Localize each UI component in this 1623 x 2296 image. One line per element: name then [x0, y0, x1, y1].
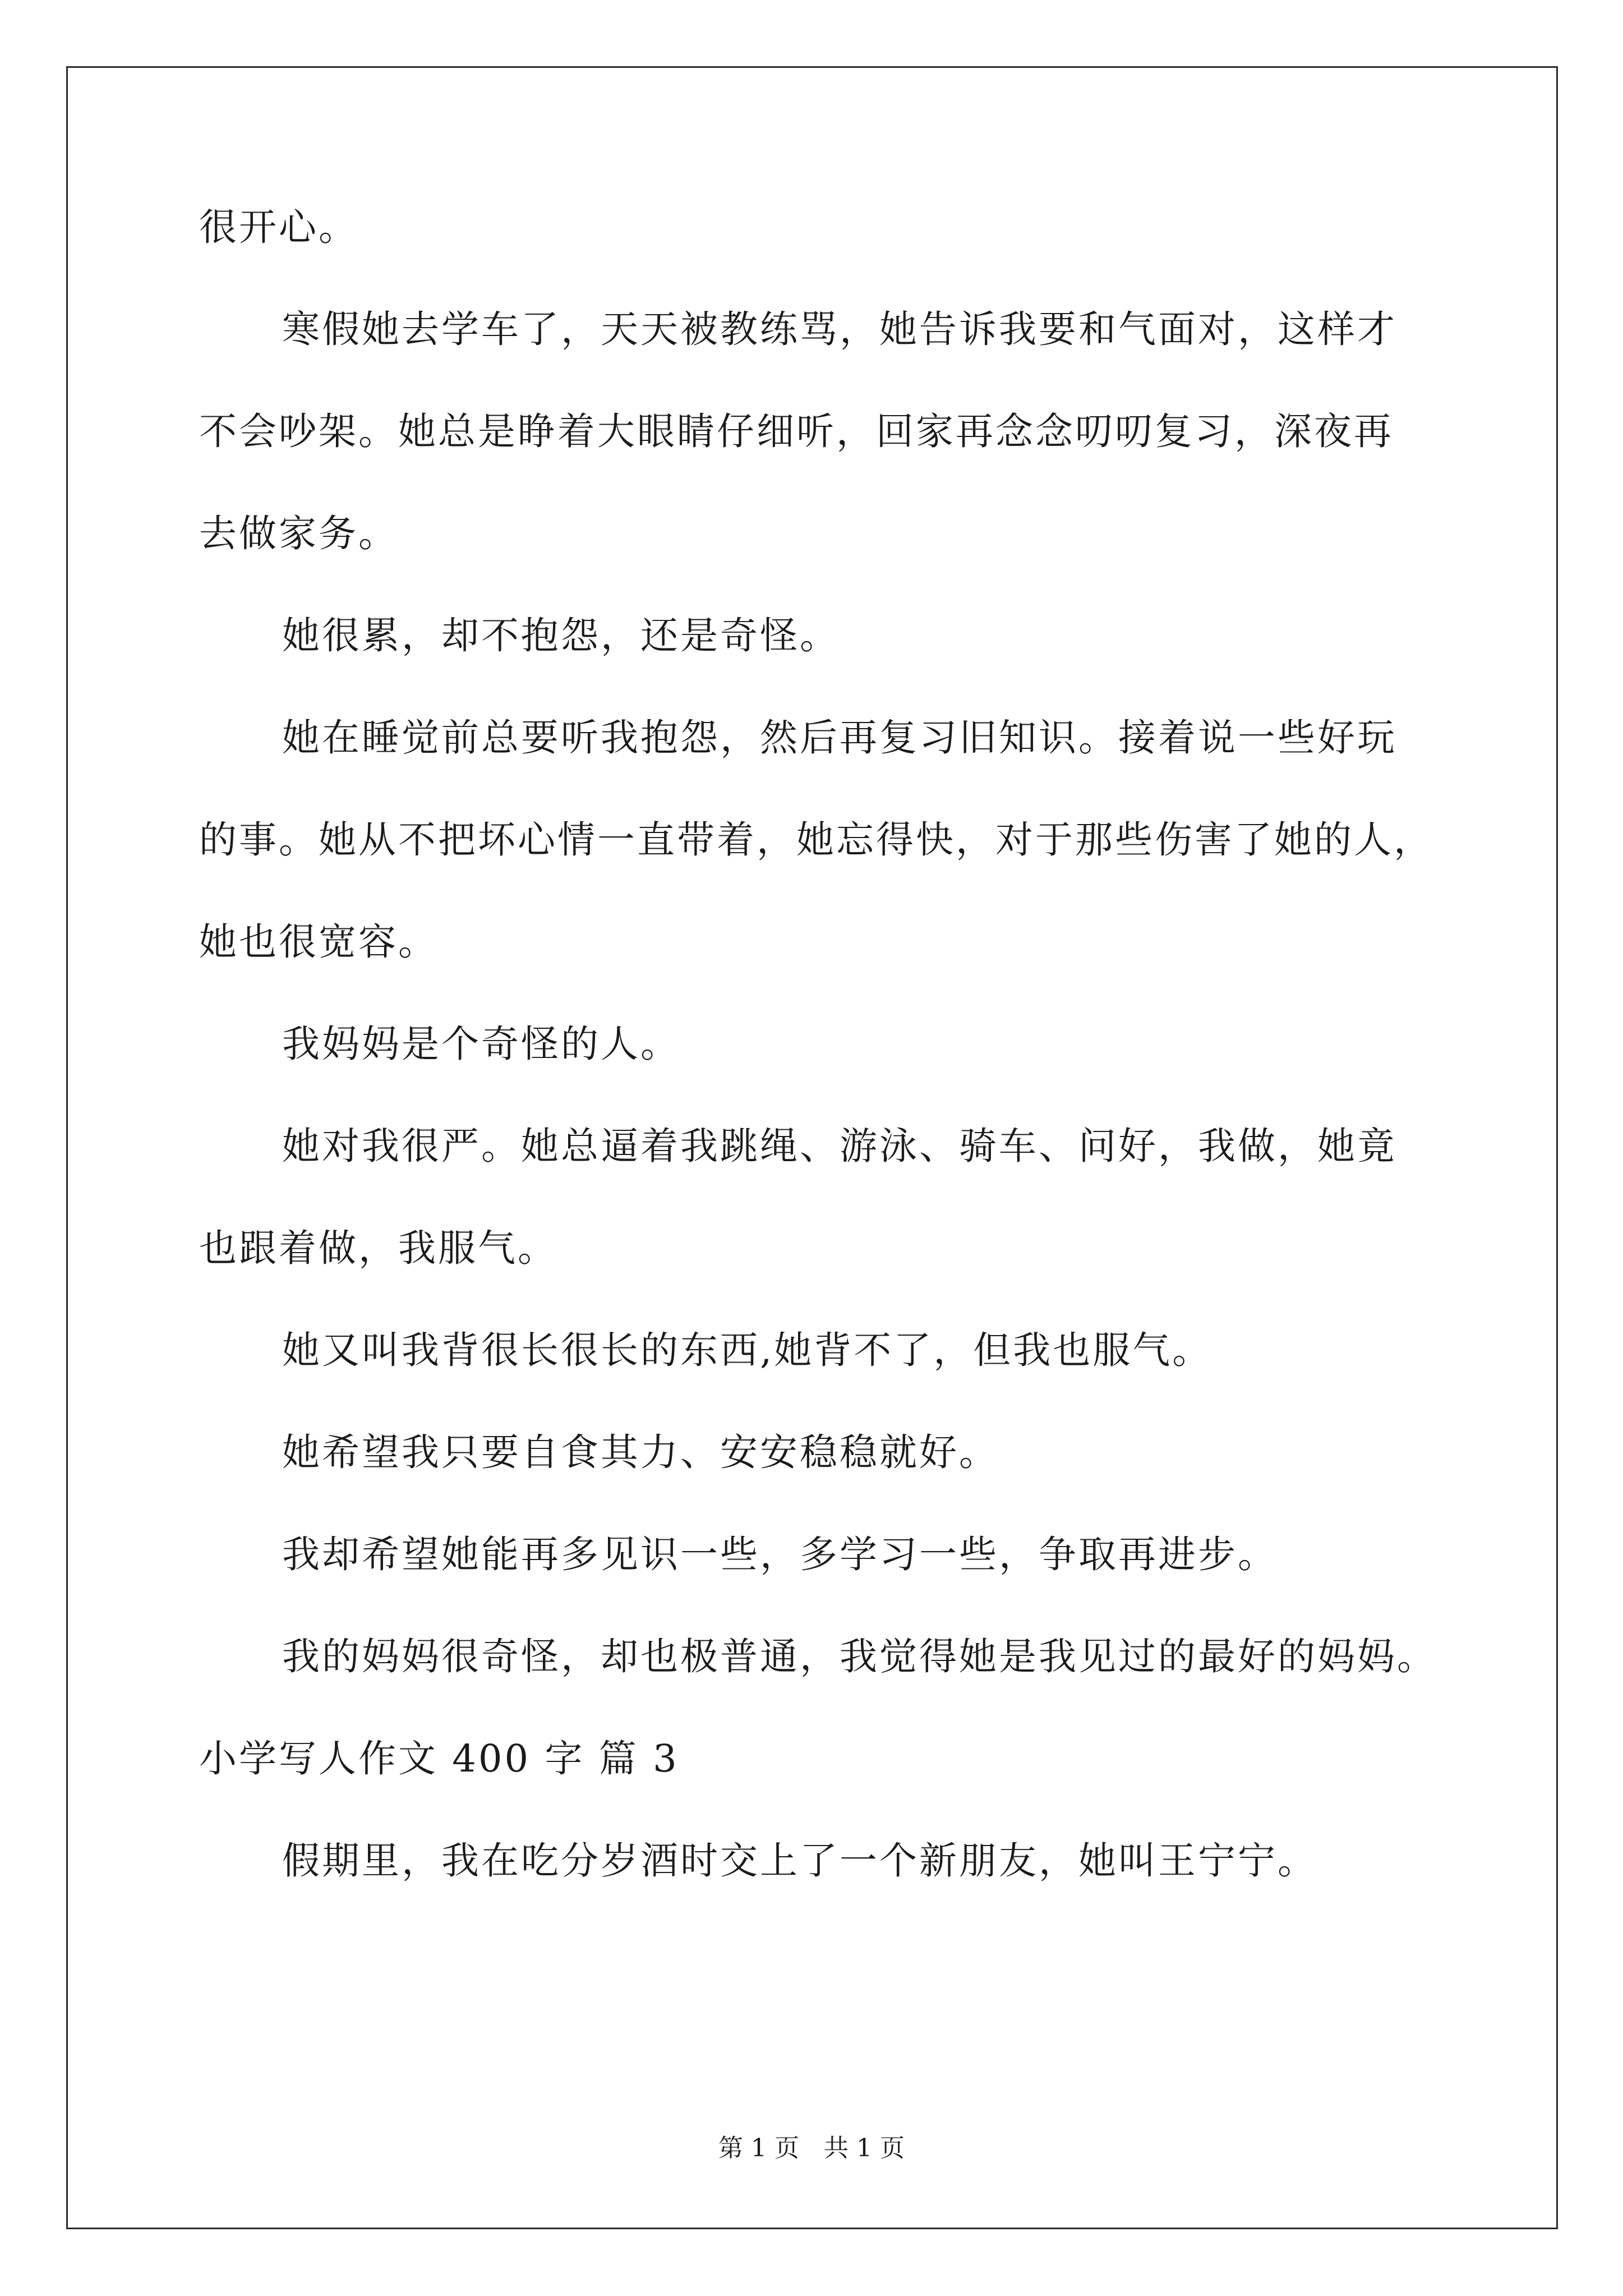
- page-number-footer: 第 1 页 共 1 页: [718, 2134, 905, 2162]
- text-line: 她很累，却不抱怨，还是奇怪。: [282, 614, 840, 657]
- section-heading: 小学写人作文 400 字 篇 3: [199, 1737, 679, 1780]
- text-line: 很开心。: [199, 205, 358, 249]
- text-line: 她也很宽容。: [199, 920, 438, 964]
- text-line: 寒假她去学车了，天天被教练骂，她告诉我要和气面对，这样才: [282, 307, 1397, 351]
- text-line: 去做家务。: [199, 512, 398, 555]
- text-line: 我的妈妈很奇怪，却也极普通，我觉得她是我见过的最好的妈妈。: [282, 1635, 1437, 1678]
- text-line: 她希望我只要自食其力、安安稳稳就好。: [282, 1430, 999, 1474]
- text-line: 也跟着做，我服气。: [199, 1226, 557, 1270]
- text-line: 我却希望她能再多见识一些，多学习一些，争取再进步。: [282, 1533, 1278, 1576]
- text-line: 的事。她从不把坏心情一直带着，她忘得快，对于那些伤害了她的人，: [199, 818, 1433, 862]
- text-line: 她在睡觉前总要听我抱怨，然后再复习旧知识。接着说一些好玩: [282, 716, 1397, 760]
- text-line: 假期里，我在吃分岁酒时交上了一个新朋友，她叫王宁宁。: [282, 1839, 1317, 1883]
- text-line: 我妈妈是个奇怪的人。: [282, 1022, 680, 1066]
- text-line: 她又叫我背很长很长的东西,她背不了，但我也服气。: [282, 1328, 1212, 1372]
- text-line: 不会吵架。她总是睁着大眼睛仔细听，回家再念念叨叨复习，深夜再: [199, 409, 1394, 453]
- text-line: 她对我很严。她总逼着我跳绳、游泳、骑车、问好，我做，她竟: [282, 1124, 1397, 1168]
